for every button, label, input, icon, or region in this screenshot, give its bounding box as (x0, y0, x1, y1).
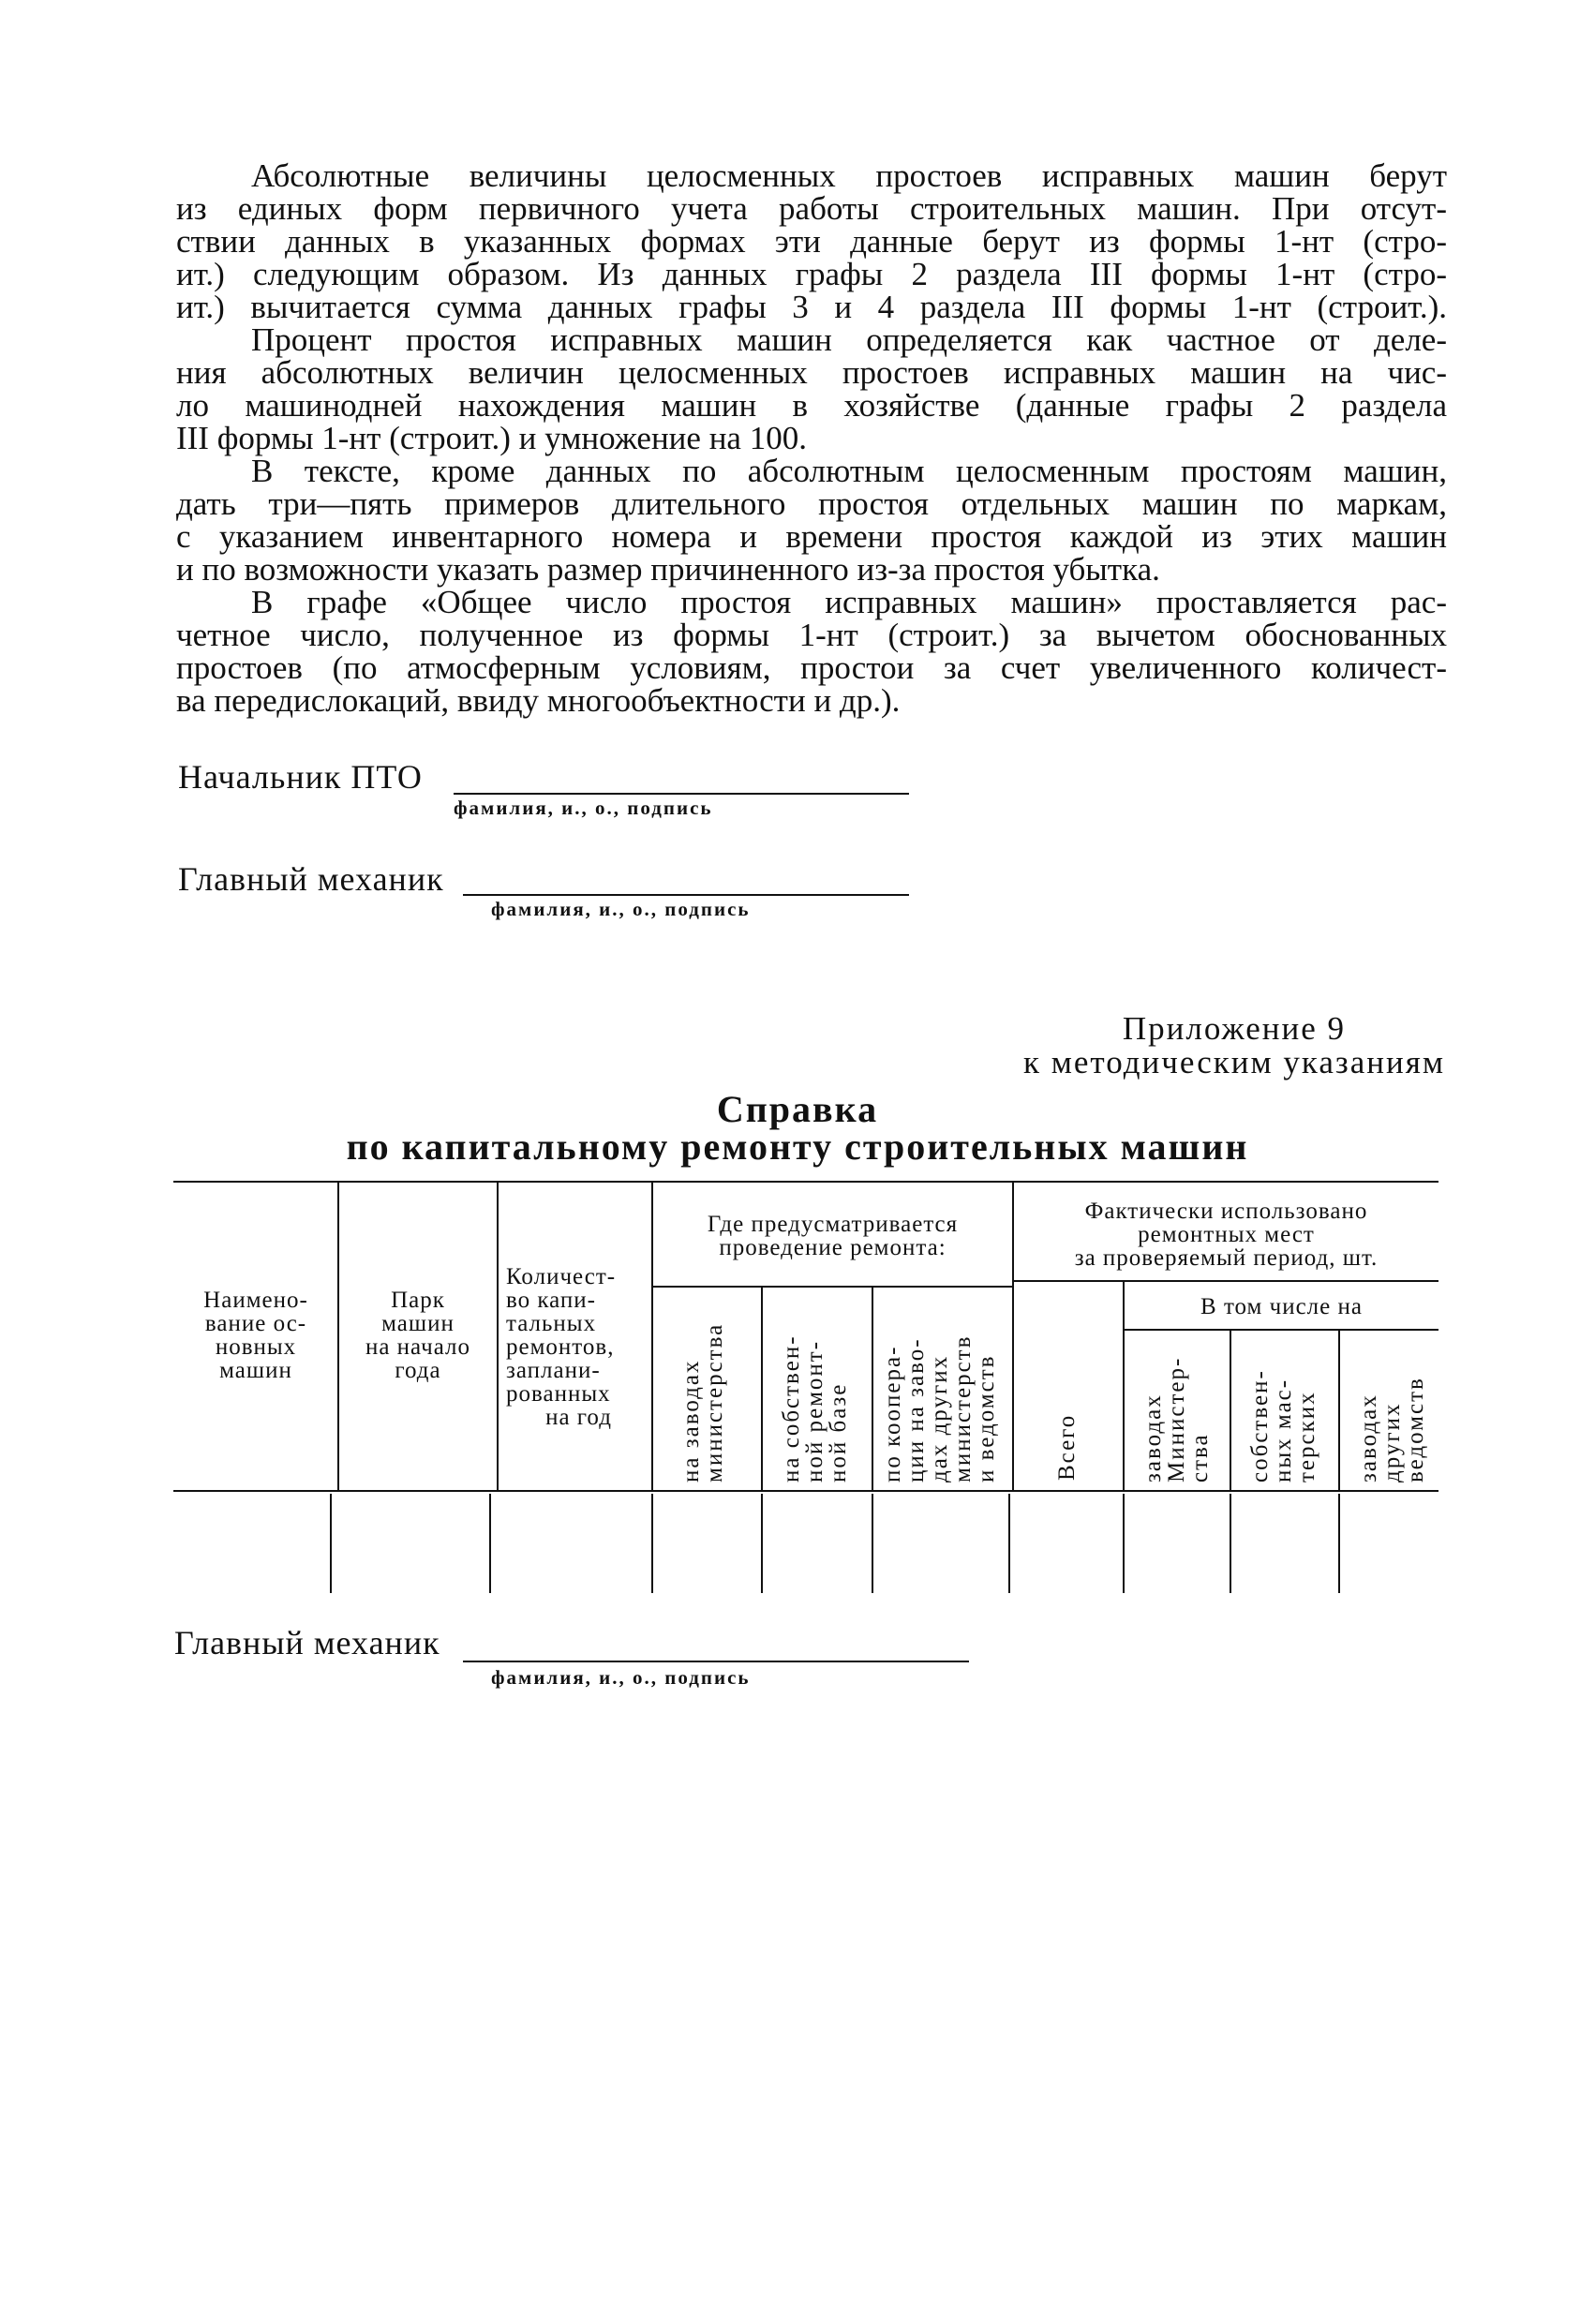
table-row[interactable] (176, 1494, 1437, 1593)
text-line: III формы 1-нт (строит.) и умножение на 100. (176, 420, 807, 456)
text-line: ло машинодней нахождения машин в хозяйстве (данные графы 2 раздела (176, 387, 1447, 424)
mech-signature-line[interactable] (463, 894, 909, 896)
table-top-rule (173, 1181, 1438, 1183)
header-total: Всего (1054, 1413, 1080, 1481)
text-line: ит.) следующим образом. Из данных графы 2 раздела III формы 1-нт (стро- (176, 256, 1447, 292)
bottom-signature-caption: фамилия, и., о., подпись (491, 1666, 751, 1689)
text-line: В тексте, кроме данных по абсолютным целосменным простоям машин, (251, 453, 1447, 489)
pto-signature-label: Начальник ПТО (178, 758, 423, 796)
bottom-signature-label: Главный механик (174, 1624, 440, 1661)
table-rule (651, 1286, 1012, 1288)
text-line: дать три—пять примеров длительного простоя отдельных машин по маркам, (176, 485, 1447, 522)
table-rule (761, 1286, 763, 1490)
paragraph-4 (176, 586, 1447, 717)
text-line: из единых форм первичного учета работы строительных машин. При отсут- (176, 190, 1447, 227)
header-actually-used: Фактически использовано ремонтных мест за проверяемый период, шт. (1074, 1199, 1379, 1271)
header-where-planned: Где предусматривается проведение ремонта: (707, 1212, 959, 1260)
text-line: Абсолютные величины целосменных простоев исправных машин берут (251, 157, 1447, 194)
table-rule (1123, 1329, 1438, 1331)
mech-signature-caption: фамилия, и., о., подпись (491, 898, 751, 920)
header-planned-repairs: Количест- во капи- тальных ремонтов, заплани- рованных на год (506, 1264, 617, 1430)
text-line: простоев (по атмосферным условиям, простои за счет увеличенного количест- (176, 649, 1447, 686)
form-subtitle: по капитальному ремонту строительных машин (346, 1125, 1249, 1168)
header-cooperation-other-plants: по коопера- ции на заво- дах других министерств и ведомств (880, 1334, 999, 1482)
bottom-signature-line[interactable] (463, 1661, 969, 1662)
text-line: ствии данных в указанных формах эти данные берут из формы 1-нт (стро- (176, 223, 1447, 260)
form-title: Справка (716, 1088, 879, 1130)
table-rule (1012, 1280, 1438, 1282)
appendix-number: Приложение 9 (1122, 1010, 1346, 1047)
table-rule (1230, 1329, 1231, 1490)
appendix-reference: к методическим указаниям (1022, 1044, 1445, 1080)
header-ministry-plants: заводах Министер- ства (1140, 1356, 1213, 1482)
table-header-bottom-rule (173, 1490, 1438, 1492)
paragraph-2 (176, 323, 1447, 454)
header-own-workshops: собствен- ных мас- терских (1247, 1369, 1319, 1482)
header-including: В том числе на (1200, 1294, 1363, 1319)
header-own-repair-base: на собствен- ной ремонт- ной базе (779, 1334, 851, 1482)
header-other-departments-plants: заводах других ведомств (1356, 1377, 1428, 1482)
text-line: четное число, полученное из формы 1-нт (строит.) за вычетом обоснованных (176, 617, 1447, 653)
text-line: В графе «Общее число простоя исправных машин» проставляется рас- (251, 584, 1447, 620)
mech-signature-label: Главный механик (178, 860, 444, 898)
paragraph-3 (176, 454, 1447, 586)
pto-signature-line[interactable] (454, 793, 909, 795)
text-line: с указанием инвентарного номера и времени простоя каждой из этих машин (176, 518, 1447, 555)
header-machine-name: Наимено- вание ос- новных машин (203, 1288, 308, 1383)
text-line: ва передислокаций, ввиду многообъектности и др.). (176, 682, 901, 719)
header-park: Парк машин на начало года (365, 1288, 471, 1383)
text-line: и по возможности указать размер причиненного из-за простоя убытка. (176, 551, 1160, 588)
text-line: ит.) вычитается сумма данных графы 3 и 4 раздела III формы 1-нт (строит.). (176, 289, 1447, 325)
paragraph-1 (176, 159, 1447, 323)
table-rule (872, 1286, 873, 1490)
text-line: Процент простоя исправных машин определяется как частное от деле- (251, 321, 1447, 358)
pto-signature-caption: фамилия, и., о., подпись (454, 797, 713, 819)
header-at-ministry-plants: на заводах министерства (678, 1322, 727, 1482)
table-rule (1338, 1329, 1340, 1490)
text-line: ния абсолютных величин целосменных простоев исправных машин на чис- (176, 354, 1447, 391)
